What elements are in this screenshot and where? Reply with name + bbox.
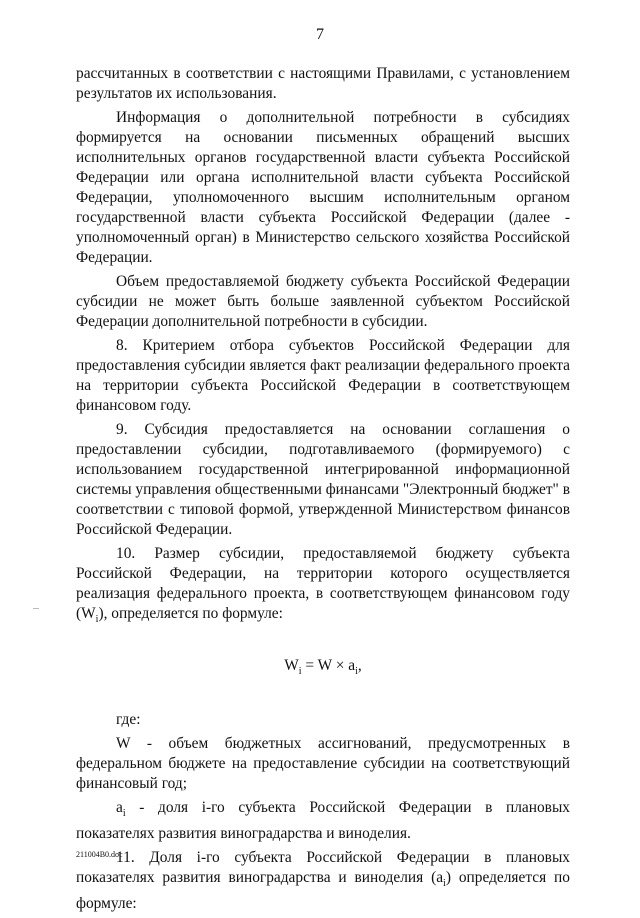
page-number: 7 (316, 26, 324, 43)
formula-middle: = W × a (301, 657, 356, 675)
formula-tail: , (357, 657, 362, 675)
document-body (76, 64, 570, 918)
subscript: i (95, 614, 99, 626)
paragraph: рассчитанных в соответствии с настоящими Правилами, с установлением результатов их использования. (76, 65, 570, 102)
paragraph-text: ), определяется по формуле: (98, 605, 283, 622)
formula (76, 656, 570, 682)
definition-text: - объем бюджетных ассигнований, предусмотренных в федеральном бюджете на предоставление субсидии на соответствующий финансовый год; (76, 735, 570, 793)
paragraph-text: 11. Доля i-го субъекта Российской Федерации в плановых показателях развития виноградарства и виноделия (a (76, 849, 570, 887)
paragraph: 8. Критерием отбора субъектов Российской Федерации для предоставления субсидии является факт реализации федерального проекта на территории субъекта Российской Федерации в соответствующем финансовом году. (76, 337, 570, 414)
paragraph: Информация о дополнительной потребности в субсидиях формируется на основании письменных обращений высших исполнительных органов государственной власти субъекта Российской Федерации или органа исполнительной власти субъекта Российской Федерации, уполномоченного высшим исполнительным органом государственной власти субъекта Российской Федерации (далее - уполномоченный орган) в Министерство сельского хозяйства Российской Федерации. (76, 109, 570, 266)
paragraph: 9. Субсидия предоставляется на основании соглашения о предоставлении субсидии, подготавливаемого (формируемого) с использованием государственной интегрированной информационной системы управления общественными финансами "Электронный бюджет" в соответствии с типовой формой, утвержденной Министерством финансов Российской Федерации. (76, 421, 570, 538)
formula-lhs-subscript: i (298, 666, 302, 678)
paragraph (76, 544, 570, 630)
definition-subscript: i (122, 808, 126, 820)
subscript: i (443, 878, 446, 890)
definition-item (76, 798, 570, 844)
formula-lhs: W (284, 657, 299, 675)
definition-text: - доля i-го субъекта Российской Федерации в плановых показателях развития виноградарства и виноделия. (76, 799, 570, 843)
definition-item (76, 734, 570, 794)
paragraph: Объем предоставляемой бюджету субъекта Российской Федерации субсидии не может быть больше заявленной субъектом Российской Федерации дополнительной потребности в субсидии. (76, 273, 570, 330)
formula-rhs-subscript: i (355, 666, 358, 678)
paragraph (76, 848, 570, 914)
margin-mark (33, 608, 39, 609)
definition-symbol: W (116, 735, 131, 753)
paragraph-text: 10. Размер субсидии, предоставляемой бюджету субъекта Российской Федерации, на территории которого осуществляется реализация федерального проекта, в соответствующем финансовом году (W (76, 545, 570, 622)
where-label: где: (116, 711, 141, 729)
paragraph-text: ) определяется по формуле: (76, 869, 570, 913)
file-name-footer: 211004B0.doc (76, 850, 123, 859)
definition-symbol: a (116, 799, 123, 817)
